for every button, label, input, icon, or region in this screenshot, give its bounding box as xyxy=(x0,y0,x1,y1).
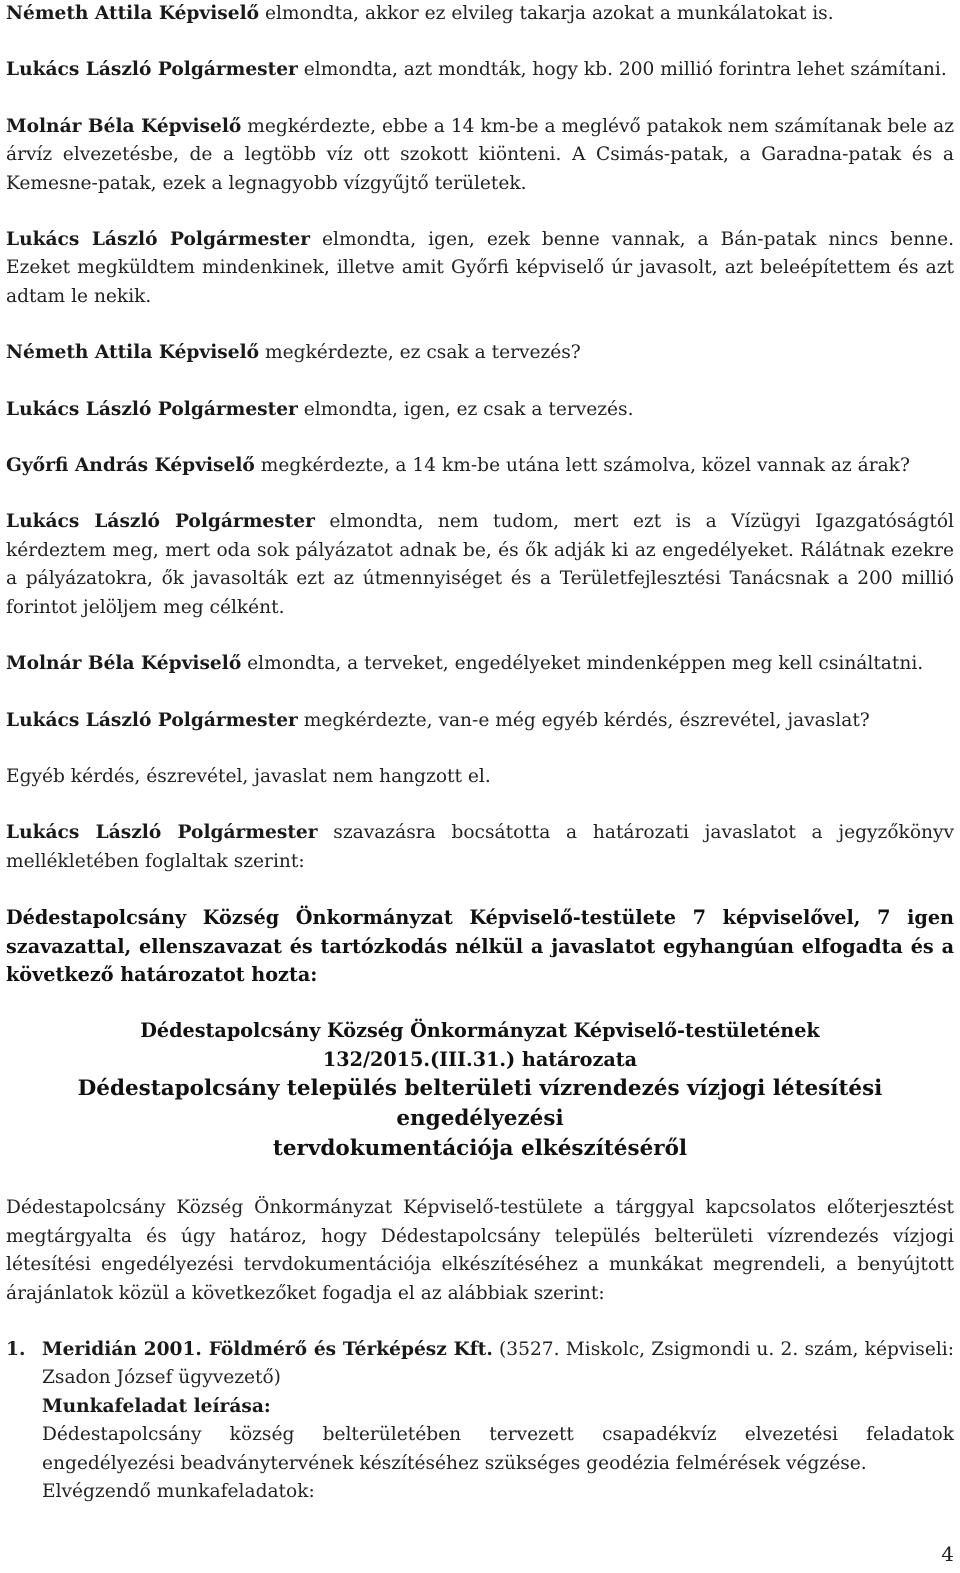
resolution-subject-line1: Dédestapolcsány település belterületi vízrendezés vízjogi létesítési engedélyezési xyxy=(77,1076,883,1132)
paragraph-9 xyxy=(6,650,954,678)
list-item-body xyxy=(42,1336,954,1506)
vote-result: Dédestapolcsány Község Önkormányzat Képviselő-testülete 7 képviselővel, 7 igen szavazattal, ellenszavazat és tartózkodás nélkül a javaslatot egyhangúan elfogadta és a következő határozatot hozta: xyxy=(6,906,954,986)
paragraph-text: elmondta, igen, ezek benne vannak, a Bán-patak nincs benne. Ezeket megküldtem mindenkinek, illetve amit Győrfi képviselő úr javasolt, azt beleépítettem és azt adtam le nekik. xyxy=(6,229,954,307)
paragraph-5 xyxy=(6,339,954,367)
paragraph-12 xyxy=(6,819,954,876)
paragraph-text: elmondta, azt mondták, hogy kb. 200 millió forintra lehet számítani. xyxy=(297,59,947,81)
paragraph-6 xyxy=(6,396,954,424)
resolution-title-line1: Dédestapolcsány Község Önkormányzat Képviselő-testületének xyxy=(140,1019,820,1043)
speaker-name: Molnár Béla Képviselő xyxy=(6,115,242,137)
task-text: Dédestapolcsány község belterületében tervezett csapadékvíz elvezetési feladatok engedélyezési beadványtervének készítéséhez szükséges geodézia felmérések végzése. xyxy=(42,1424,954,1474)
paragraph-text: megkérdezte, ebbe a 14 km-be a meglévő patakok nem számítanak bele az árvíz elvezetésbe, de a legtöbb víz ott szokott kiönteni. A Csimás-patak, a Garadna-patak és a Kemesne-patak, ezek a legnagyobb vízgyűjtő területek. xyxy=(6,115,955,194)
paragraph-8 xyxy=(6,508,954,622)
speaker-name: Lukács László Polgármester xyxy=(6,398,298,420)
remaining-heading: Elvégzendő munkafeladatok: xyxy=(42,1481,315,1502)
speaker-name: Lukács László Polgármester xyxy=(6,709,298,731)
paragraph-3 xyxy=(6,113,954,198)
paragraph-text: elmondta, nem tudom, mert ezt is a Vízügyi Igazgatóságtól kérdeztem meg, mert oda sok pályázatot adnak be, és ők adják ki az engedélyeket. Rálátnak ezekre a pályázatokra, ők javasolták ezt az útmennyiséget és a Területfejlesztési Tanácsnak a 200 millió forintot jelöljem meg célként. xyxy=(6,511,954,618)
paragraph-text: elmondta, a terveket, engedélyeket mindenképpen meg kell csináltatni. xyxy=(241,653,924,675)
paragraph-text: megkérdezte, van-e még egyéb kérdés, észrevétel, javaslat? xyxy=(297,709,870,731)
list-item-number: 1. xyxy=(6,1338,26,1360)
speaker-name: Lukács László Polgármester xyxy=(6,822,318,844)
speaker-name: Győrfi András Képviselő xyxy=(6,455,255,477)
paragraph-1 xyxy=(6,0,954,28)
task-heading: Munkafeladat leírása: xyxy=(42,1395,271,1417)
paragraph-text: szavazásra bocsátotta a határozati javaslatot a jegyzőkönyv mellékletében foglaltak szerint: xyxy=(6,822,954,872)
resolution-body: Dédestapolcsány Község Önkormányzat Képviselő-testülete a tárggyal kapcsolatos előterjesztést megtárgyalta és úgy határoz, hogy Dédestapolcsány település belterületi vízrendezés vízjogi létesítési engedélyezési tervdokumentációja elkészítéséhez a munkákat megrendeli, a benyújtott árajánlatok közül a következőket fogadja el az alábbiak szerint: xyxy=(6,1197,954,1304)
paragraph-10 xyxy=(6,707,954,735)
company-name: Meridián 2001. Földmérő és Térképész Kft. xyxy=(42,1338,493,1360)
paragraph-11 xyxy=(6,763,954,791)
speaker-name: Lukács László Polgármester xyxy=(6,511,315,533)
speaker-name: Molnár Béla Képviselő xyxy=(6,653,242,675)
resolution-subject xyxy=(6,1074,954,1164)
paragraph-7 xyxy=(6,452,954,480)
paragraph-2 xyxy=(6,56,954,84)
paragraph-4 xyxy=(6,226,954,311)
resolution-subject-line2: tervdokumentációja elkészítéséről xyxy=(272,1136,688,1162)
list-item-company xyxy=(42,1336,954,1393)
speaker-name: Lukács László Polgármester xyxy=(6,229,311,251)
list-item xyxy=(6,1336,954,1506)
document-page xyxy=(6,0,954,1506)
resolution-number: 132/2015.(III.31.) határozata xyxy=(322,1047,638,1071)
paragraph-text: megkérdezte, ez csak a tervezés? xyxy=(259,342,581,364)
paragraph-text: elmondta, akkor ez elvileg takarja azokat a munkálatokat is. xyxy=(259,3,834,24)
speaker-name: Németh Attila Képviselő xyxy=(6,342,260,364)
page-number: 4 xyxy=(941,1542,954,1566)
paragraph-text: megkérdezte, a 14 km-be utána lett számolva, közel vannak az árak? xyxy=(254,455,910,477)
speaker-name: Lukács László Polgármester xyxy=(6,59,298,81)
paragraph-text: Egyéb kérdés, észrevétel, javaslat nem hangzott el. xyxy=(6,765,491,787)
paragraph-text: elmondta, igen, ez csak a tervezés. xyxy=(297,398,634,420)
resolution-title xyxy=(6,1017,954,1074)
company-details: (3527. Miskolc, Zsigmondi u. 2. szám, képviseli: Zsadon József ügyvezető) xyxy=(42,1338,955,1389)
speaker-name: Németh Attila Képviselő xyxy=(6,3,260,24)
